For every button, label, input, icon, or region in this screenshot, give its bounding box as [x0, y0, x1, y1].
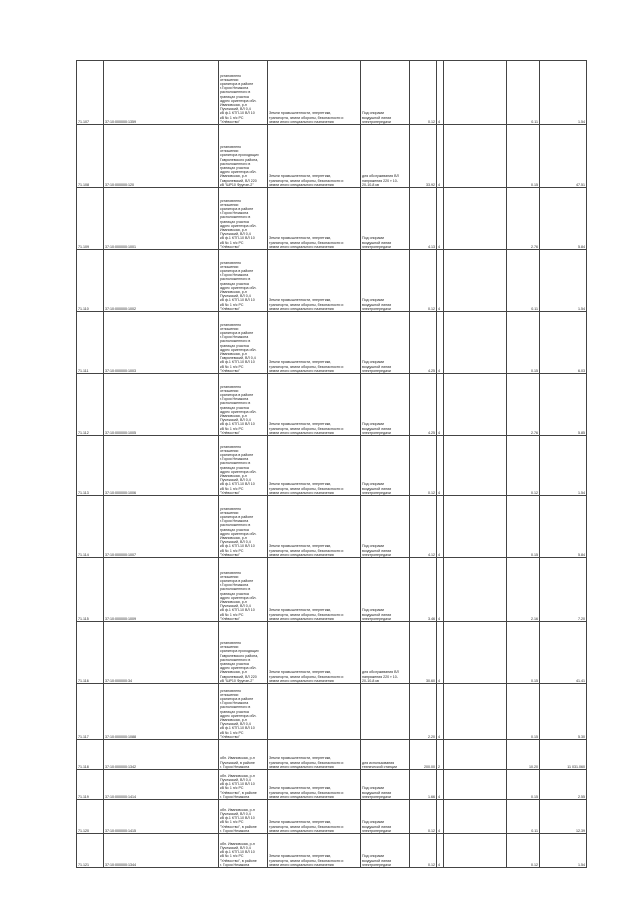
rate-value: 2.76 [507, 188, 540, 250]
permitted-use: для обслуживания ВЛ напряжения 220 т 10- 20-10-8 кв [361, 125, 410, 188]
row-number: 71.114 [77, 496, 104, 558]
total-value: 5.85 [540, 374, 587, 436]
table-row [77, 374, 587, 436]
area-value: 4.25 [410, 312, 437, 374]
table-row [77, 740, 587, 770]
location-description: установлено отношении сранитора в районе г.Гороя Незакона расположенного в границах участка адрес ориентира обл. Ивановская, р-н Пучежский, ВЛ 0,4 кВ ф.1 КТП-10 ВЛ 10 кВ № 1 п/с РС "Улёвоство" [219, 61, 268, 125]
rate-value: 0.15 [507, 312, 540, 374]
unit-code: 4 [437, 800, 444, 834]
area-value: 0.12 [410, 436, 437, 496]
row-number: 71.119 [77, 770, 104, 800]
unit-code: 4 [437, 61, 444, 125]
land-category: Земли промышленности, энергетики, транспорта, земли обороны, безопасности и земли иного специального назначения [268, 770, 361, 800]
permitted-use: для использования технической станции [361, 740, 410, 770]
land-category: Земли промышленности, энергетики, транспорта, земли обороны, безопасности и земли иного специального назначения [268, 558, 361, 622]
table-row [77, 834, 587, 868]
unit-code: 4 [437, 250, 444, 312]
table-row [77, 558, 587, 622]
area-value: 0.12 [410, 61, 437, 125]
cadastral-number: 37:10:000000:120 [104, 125, 219, 188]
empty-cell [444, 250, 507, 312]
permitted-use: Под опорами воздушной линии электропередачи [361, 800, 410, 834]
table-row [77, 188, 587, 250]
rate-value: 2.16 [507, 558, 540, 622]
unit-code: 2 [437, 740, 444, 770]
area-value: 3.46 [410, 558, 437, 622]
total-value: 5.84 [540, 496, 587, 558]
total-value: 1.54 [540, 61, 587, 125]
cadastral-number: 37:10:000000:1005 [104, 374, 219, 436]
table-row [77, 496, 587, 558]
total-value: 1.54 [540, 834, 587, 868]
total-value: 41.41 [540, 622, 587, 684]
land-category: Земли промышленности, энергетики, транспорта, земли обороны, безопасности и земли иного специального назначения [268, 740, 361, 770]
row-number: 71.111 [77, 312, 104, 374]
unit-code: 4 [437, 622, 444, 684]
empty-cell [444, 436, 507, 496]
cadastral-number: 37:10:000000:1009 [104, 558, 219, 622]
land-category: Земли промышленности, энергетики, транспорта, земли обороны, безопасности и земли иного специального назначения [268, 125, 361, 188]
permitted-use: Под опорами воздушной линии электропередачи [361, 834, 410, 868]
permitted-use: Под опорами воздушной линии электропередачи [361, 558, 410, 622]
rate-value: 0.11 [507, 250, 540, 312]
row-number: 71.115 [77, 558, 104, 622]
permitted-use: Под опорами воздушной линии электропередачи [361, 312, 410, 374]
unit-code: 4 [437, 558, 444, 622]
land-category [268, 684, 361, 740]
rate-value: 10.20 [507, 740, 540, 770]
empty-cell [444, 800, 507, 834]
location-description: установлено отношении сранитора в районе г.Гороя Незакона расположенного в границах участка адрес ориентира обл. Ивановская, р-н Пучежский, ВЛ 0,4 кВ ф.1 КТП-10 ВЛ 10 кВ № 1 п/с РС "Улёвоство" [219, 374, 268, 436]
rate-value: 0.15 [507, 496, 540, 558]
rate-value: 0.15 [507, 622, 540, 684]
area-value: 0.12 [410, 800, 437, 834]
unit-code: 4 [437, 125, 444, 188]
rate-value: 0.15 [507, 770, 540, 800]
land-category: Земли промышленности, энергетики, транспорта, земли обороны, безопасности и земли иного специального назначения [268, 61, 361, 125]
row-number: 71.110 [77, 250, 104, 312]
permitted-use: Под опорами воздушной линии электропередачи [361, 61, 410, 125]
land-category: Земли промышленности, энергетики, транспорта, земли обороны, безопасности и земли иного специального назначения [268, 188, 361, 250]
total-value: 2.55 [540, 770, 587, 800]
table-row [77, 250, 587, 312]
unit-code: 4 [437, 374, 444, 436]
rate-value: 0.11 [507, 61, 540, 125]
total-value: 6.03 [540, 312, 587, 374]
table-row [77, 800, 587, 834]
permitted-use: Под опорами воздушной линии электропередачи [361, 250, 410, 312]
cadastral-number: 37:10:000000:34 [104, 622, 219, 684]
location-description: установлено отношении сранитора проходящих Гаврилевского района, расположенного в границах участка адрес ориентира обл. Ивановская, р-н Гаврилевский, ВЛ 220 кВ "ШР10 Фрунзе-2" [219, 622, 268, 684]
location-description: обл. Ивановская, р-н Пучежский, ВЛ 0,4 кВ ф.1 КТП-10 ВЛ 10 кВ № 1 п/с РС "Улёвоство", в районе г. Гороя Незакона [219, 834, 268, 868]
total-value: 11 031.060 [540, 740, 587, 770]
total-value: 5.84 [540, 188, 587, 250]
unit-code: 4 [437, 684, 444, 740]
cadastral-number: 37:10:000000:1088 [104, 684, 219, 740]
location-description: установлено отношении сранитора в районе г.Гороя Незакона расположенного в границах участка адрес ориентира обл. Ивановская, р-н Гаврилевский, ВЛ 0,4 кВ ф.1 КТП-10 ВЛ 10 кВ № 1 п/с РС "Улёвоство" [219, 312, 268, 374]
empty-cell [444, 622, 507, 684]
location-description: обл. Ивановская, р-н Пучежский, в районе г. Гороя Незакона [219, 740, 268, 770]
location-description: установлено отношении сранитора в районе г.Гороя Незакона расположенного в границах участка адрес ориентира обл. Ивановская, р-н Пучежский, ВЛ 0,4 кВ ф.1 КТП-10 ВЛ 10 кВ № 1 п/с РС "Улёвоство" [219, 558, 268, 622]
area-value: 0.12 [410, 834, 437, 868]
table-row [77, 622, 587, 684]
area-value: 2.20 [410, 684, 437, 740]
unit-code: 4 [437, 496, 444, 558]
row-number: 71.113 [77, 436, 104, 496]
permitted-use: Под опорами воздушной линии электропередачи [361, 496, 410, 558]
row-number: 71.121 [77, 834, 104, 868]
area-value: 0.12 [410, 250, 437, 312]
location-description: установлено отношении сранитора в районе г.Гороя Незакона расположенного в границах участка адрес ориентира обл. Ивановская, р-н Пучежский, ВЛ 0,4 кВ ф.1 КТП-10 ВЛ 10 кВ № 1 п/с РС "Улёвоство" [219, 250, 268, 312]
unit-code: 4 [437, 770, 444, 800]
row-number: 71.118 [77, 740, 104, 770]
permitted-use: Под опорами воздушной линии электропередачи [361, 436, 410, 496]
land-category: Земли промышленности, энергетики, транспорта, земли обороны, безопасности и земли иного специального назначения [268, 496, 361, 558]
land-category: Земли промышленности, энергетики, транспорта, земли обороны, безопасности и земли иного специального назначения [268, 312, 361, 374]
total-value: 1.54 [540, 436, 587, 496]
cadastral-number: 37:10:000000:1344 [104, 834, 219, 868]
permitted-use: Под опорами воздушной линии электропередачи [361, 188, 410, 250]
land-category: Земли промышленности, энергетики, транспорта, земли обороны, безопасности и земли иного специального назначения [268, 436, 361, 496]
cadastral-number: 37:10:000000:1342 [104, 740, 219, 770]
empty-cell [444, 188, 507, 250]
row-number: 71.112 [77, 374, 104, 436]
location-description: установлено отношении сранитора в районе г.Гороя Незакона расположенного в границах участка адрес ориентира обл. Ивановская, р-н Пучежский, ВЛ 0,4 кВ ф.1 КТП-10 ВЛ 10 кВ № 1 п/с РС "Улёвоство" [219, 684, 268, 740]
area-value: 30.60 [410, 622, 437, 684]
table-row [77, 125, 587, 188]
cadastral-number: 37:10:000000:1002 [104, 250, 219, 312]
table-row [77, 312, 587, 374]
empty-cell [444, 496, 507, 558]
cadastral-number: 37:10:000000:1003 [104, 312, 219, 374]
permitted-use: Под опорами воздушной линии электропередачи [361, 374, 410, 436]
row-number: 71.120 [77, 800, 104, 834]
total-value: 47.51 [540, 125, 587, 188]
row-number: 71.117 [77, 684, 104, 740]
location-description: установлено отношении сранитора в районе г.Гороя Незакона расположенного в границах участка адрес ориентира обл. Ивановская, р-н Пучежский, ВЛ 0,4 кВ ф.1 КТП-10 ВЛ 10 кВ № 1 п/с РС "Улёвоство" [219, 496, 268, 558]
table-row [77, 61, 587, 125]
location-description: установлено отношении сранитора в районе г.Гороя Незакона расположенного в границах участка адрес ориентира обл. Ивановская, р-н Пучежский, ВЛ 0,4 кВ ф.1 КТП-10 ВЛ 10 кВ № 1 п/с РС "Улёвоство" [219, 436, 268, 496]
area-value: 4.13 [410, 188, 437, 250]
land-category: Земли промышленности, энергетики, транспорта, земли обороны, безопасности и земли иного специального назначения [268, 834, 361, 868]
cadastral-number: 37:10:000000:1415 [104, 800, 219, 834]
rate-value: 0.12 [507, 436, 540, 496]
unit-code: 4 [437, 834, 444, 868]
table-body [77, 61, 587, 868]
area-value: 200.00 [410, 740, 437, 770]
empty-cell [444, 374, 507, 436]
land-category: Земли промышленности, энергетики, транспорта, земли обороны, безопасности и земли иного специального назначения [268, 250, 361, 312]
table-row [77, 770, 587, 800]
row-number: 71.109 [77, 188, 104, 250]
table-row [77, 436, 587, 496]
land-plot-table [76, 60, 587, 868]
row-number: 71.116 [77, 622, 104, 684]
total-value: 5.30 [540, 684, 587, 740]
area-value: 33.92 [410, 125, 437, 188]
cadastral-number: 37:10:000000:1001 [104, 188, 219, 250]
empty-cell [444, 312, 507, 374]
cadastral-number: 37:10:000000:1007 [104, 496, 219, 558]
row-number: 71.108 [77, 125, 104, 188]
location-description: установлено отношении сранитора в районе г.Гороя Незакона расположенного в границах участка адрес ориентира обл. Ивановская, р-н Пучежский, ВЛ 0,4 кВ ф.1 КТП-10 ВЛ 10 кВ № 1 п/с РС "Улёвоство" [219, 188, 268, 250]
land-category: Земли промышленности, энергетики, транспорта, земли обороны, безопасности и земли иного специального назначения [268, 622, 361, 684]
unit-code: 4 [437, 188, 444, 250]
total-value: 7.20 [540, 558, 587, 622]
cadastral-number: 37:10:000000:1359 [104, 61, 219, 125]
permitted-use: для обслуживания ВЛ напряжения 220 т 10- 20-10-8 кв [361, 622, 410, 684]
empty-cell [444, 558, 507, 622]
location-description: обл. Ивановская, р-н Пучежский, ВЛ 0,4 кВ ф.1 КТП-10 ВЛ 10 кВ № 1 п/с РС "Улёвоство", в районе г. Гороя Незакона [219, 770, 268, 800]
land-category: Земли промышленности, энергетики, транспорта, земли обороны, безопасности и земли иного специального назначения [268, 374, 361, 436]
rate-value: 2.76 [507, 374, 540, 436]
rate-value: 0.11 [507, 800, 540, 834]
table-row [77, 684, 587, 740]
cadastral-number: 37:10:000000:1414 [104, 770, 219, 800]
land-category: Земли промышленности, энергетики, транспорта, земли обороны, безопасности и земли иного специального назначения [268, 800, 361, 834]
empty-cell [444, 61, 507, 125]
empty-cell [444, 834, 507, 868]
empty-cell [444, 684, 507, 740]
permitted-use: Под опорами воздушной линии электропередачи [361, 770, 410, 800]
total-value: 1.54 [540, 250, 587, 312]
row-number: 71.107 [77, 61, 104, 125]
total-value: 12.39 [540, 800, 587, 834]
rate-value: 0.15 [507, 125, 540, 188]
area-value: 4.25 [410, 374, 437, 436]
area-value: 4.12 [410, 496, 437, 558]
location-description: обл. Ивановская, р-н Пучежский, ВЛ 0,4 кВ ф.1 КТП-10 ВЛ 10 кВ № 1 п/с РС "Улёвоство", в районе г. Гороя Незакона [219, 800, 268, 834]
empty-cell [444, 740, 507, 770]
empty-cell [444, 770, 507, 800]
area-value: 1.66 [410, 770, 437, 800]
location-description: установлено отношении сранитора проходящих Гаврилевского района, расположенного в границах участка адрес ориентира обл. Ивановская, р-н Гаврилевский, ВЛ 220 кВ "ШР10 Фрунзе-2" [219, 125, 268, 188]
unit-code: 4 [437, 436, 444, 496]
empty-cell [444, 125, 507, 188]
cadastral-number: 37:10:000000:1006 [104, 436, 219, 496]
rate-value: 0.12 [507, 834, 540, 868]
permitted-use [361, 684, 410, 740]
rate-value: 0.15 [507, 684, 540, 740]
unit-code: 4 [437, 312, 444, 374]
